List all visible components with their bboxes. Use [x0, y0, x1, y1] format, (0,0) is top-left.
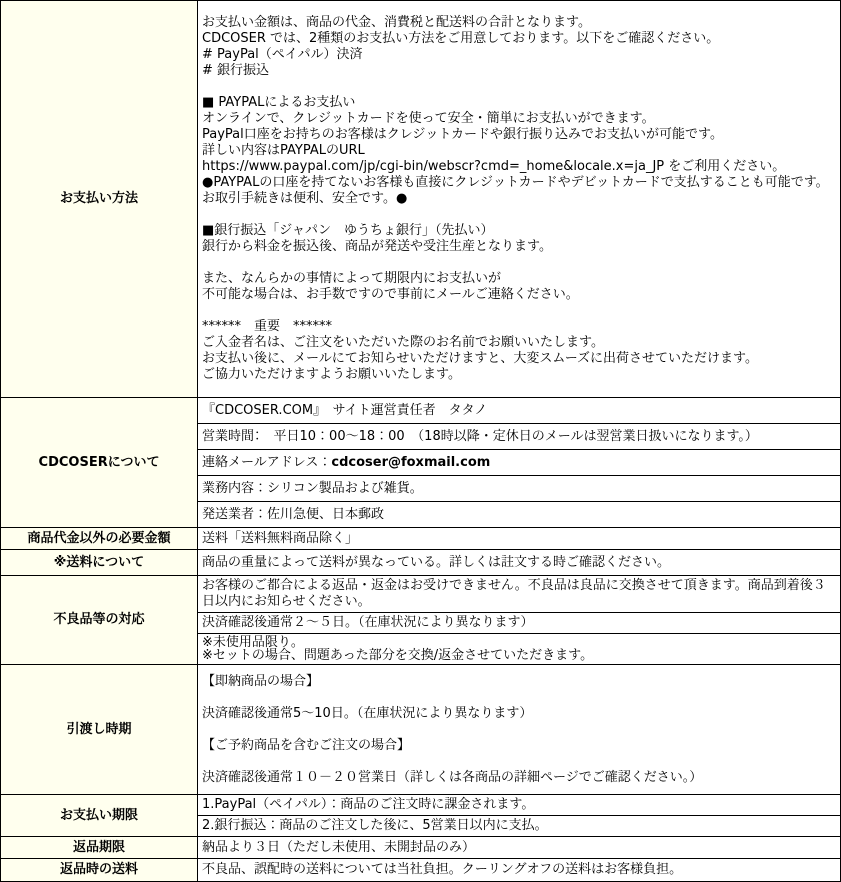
- extra-fee-label: 商品代金以外の必要金額: [1, 528, 198, 550]
- row-extra-fee: [1, 528, 841, 550]
- text-line: 【即納商品の場合】: [202, 673, 320, 689]
- defective-processing-days: 決済確認後通常２〜５日。（在庫状況により異なります）: [198, 613, 841, 634]
- contact-email: cdcoser@foxmail.com: [331, 454, 491, 470]
- row-payment-deadline-paypal: [1, 795, 841, 816]
- row-return-shipping: [1, 859, 841, 882]
- text-line: [202, 754, 836, 770]
- text-line: ご入金者名は、ご注文をいただいた際のお名前でお願いいたします。: [202, 335, 604, 350]
- defective-label: 不良品等の対応: [1, 576, 198, 665]
- payment-deadline-bank: 2.銀行振込：商品のご注文した後に、5営業日以内に支払。: [198, 816, 841, 837]
- text-line: また、なんらかの事情によって期限内にお支払いが: [202, 271, 502, 286]
- text-line: ●PAYPALの口座を持てないお客様も直接にクレジットカードやデビットカードで支払することも可能です。: [202, 175, 829, 190]
- text-line: お支払い後に、メールにてお知らせいただけますと、大変スムーズに出荷させていただけます。: [202, 351, 759, 366]
- payment-method-content: [198, 1, 841, 398]
- contact-email-label: 連絡メールアドレス：: [202, 454, 332, 470]
- row-defective-policy: [1, 576, 841, 613]
- defective-notes: [198, 634, 841, 665]
- row-about-operator: [1, 398, 841, 424]
- payment-method-label: お支払い方法: [1, 1, 198, 398]
- text-line: 決済確認後通常１０－２０営業日（詳しくは各商品の詳細ページでご確認ください。）: [202, 769, 703, 785]
- defective-note-unused: ※未使用品限り。: [202, 635, 304, 650]
- row-return-deadline: [1, 837, 841, 859]
- extra-fee-content: 送料「送料無料商品除く」: [198, 528, 841, 550]
- about-contact: [198, 450, 841, 476]
- return-shipping-content: 不良品、誤配時の送料については当社負担。クーリングオフの送料はお客様負担。: [198, 859, 841, 882]
- text-line: 詳しい内容はPAYPALのURL: [202, 143, 365, 158]
- text-line: お取引手続きは便利、安全です。●: [202, 191, 408, 206]
- text-line: [202, 207, 836, 223]
- text-line: 不可能な場合は、お手数ですので事前にメールご連絡ください。: [202, 287, 579, 302]
- payment-deadline-label: お支払い期限: [1, 795, 198, 837]
- about-site-operator: 『CDCOSER.COM』 サイト運営責任者 タタノ: [198, 398, 841, 424]
- payment-deadline-paypal: 1.PayPal（ペイパル）：商品のご注文時に課金されます。: [198, 795, 841, 816]
- row-shipping-note: [1, 550, 841, 576]
- text-line: # PayPal（ペイパル）決済: [202, 47, 363, 62]
- about-label: CDCOSERについて: [1, 398, 198, 528]
- text-line: CDCOSER では、2種類のお支払い方法をご用意しております。以下をご確認ください。: [202, 31, 720, 46]
- about-shipping-company: 発送業者：佐川急便、日本郵政: [198, 502, 841, 528]
- text-line: [202, 722, 836, 738]
- text-line: # 銀行振込: [202, 63, 270, 78]
- text-line: ■ PAYPALによるお支払い: [202, 95, 356, 110]
- text-line: [202, 255, 836, 271]
- return-shipping-label: 返品時の送料: [1, 859, 198, 882]
- text-line: https://www.paypal.com/jp/cgi-bin/webscr?cmd=_home&locale.x=ja_JP をご利用ください。: [202, 159, 786, 174]
- return-deadline-label: 返品期限: [1, 837, 198, 859]
- text-line: ご協力いただけますようお願いいたします。: [202, 367, 461, 382]
- text-line: オンラインで、クレジットカードを使って安全・簡単にお支払いができます。: [202, 111, 655, 126]
- defective-policy: お客様のご都合による返品・返金はお受けできません。不良品は良品に交換させて頂きます。商品到着後３日以内にお知らせください。: [198, 576, 841, 613]
- row-payment-method: [1, 1, 841, 398]
- text-line: 銀行から料金を振込後、商品が発送や受注生産となります。: [202, 239, 552, 254]
- text-line: 決済確認後通常5〜10日。（在庫状況により異なります）: [202, 705, 533, 721]
- shipping-note-content: 商品の重量によって送料が異なっている。詳しくは註文する時ご確認ください。: [198, 550, 841, 576]
- text-line: ****** 重要 ******: [202, 319, 333, 334]
- text-line: [202, 79, 836, 95]
- row-delivery-time: [1, 665, 841, 795]
- about-business-content: 業務内容：シリコン製品および雑貨。: [198, 476, 841, 502]
- delivery-time-label: 引渡し時期: [1, 665, 198, 795]
- text-line: [202, 303, 836, 319]
- about-business-hours: 営業時間： 平日10：00〜18：00 （18時以降・定休日のメールは翌営業日扱いになります。）: [198, 424, 841, 450]
- text-line: ■銀行振込「ジャパン ゆうちょ銀行」（先払い）: [202, 223, 494, 238]
- return-deadline-content: 納品より３日（ただし未使用、未開封品のみ）: [198, 837, 841, 859]
- delivery-time-content: [198, 665, 841, 795]
- text-line: 【ご予約商品を含むご注文の場合】: [202, 737, 411, 753]
- shipping-note-label: ※送料について: [1, 550, 198, 576]
- text-line: [202, 690, 836, 706]
- defective-note-set: ※セットの場合、問題あった部分を交換/返金させていただきます。: [202, 648, 594, 663]
- text-line: PayPal口座をお持ちのお客様はクレジットカードや銀行振り込みでお支払いが可能です。: [202, 127, 723, 142]
- text-line: お支払い金額は、商品の代金、消費税と配送料の合計となります。: [202, 15, 591, 30]
